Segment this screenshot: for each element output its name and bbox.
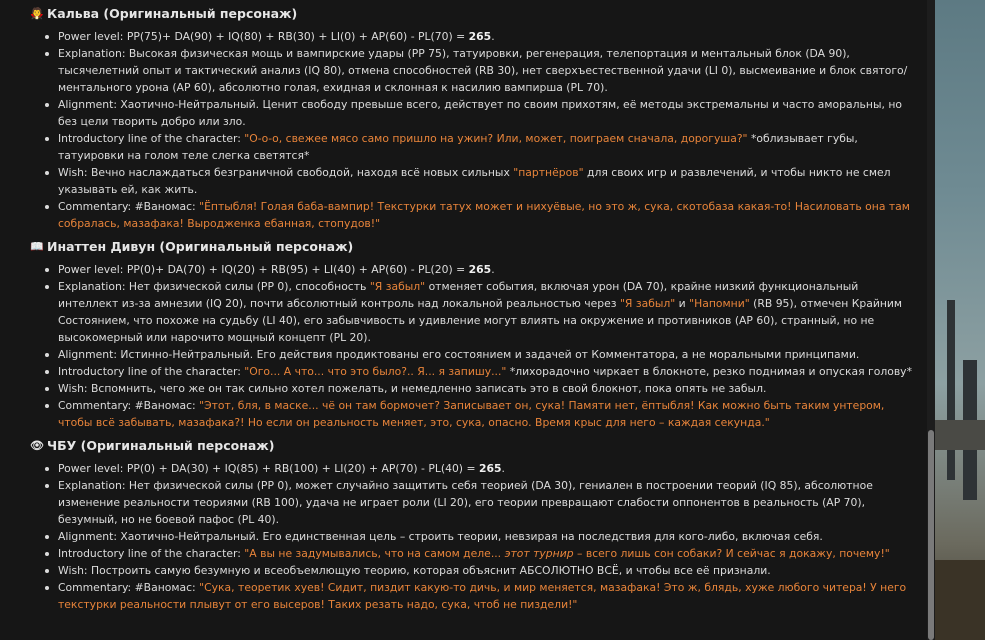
intro-line: Introductory line of the character: "Ого... А что... что это было?.. Я... я запишу..." *лихорадочно чиркает в блокноте, резко поднимая и опуская голову* bbox=[58, 363, 915, 380]
chat-message bbox=[30, 0, 915, 618]
power-total: 265 bbox=[468, 263, 492, 276]
explanation: Explanation: Высокая физическая мощь и вампирские удары (PP 75), татуировки, регенерация, телепортация и ментальный блок (DA 90), тысячелетний опыт и тактический анализ (IQ 80), отмена способностей (RB 30), нет сверхъестественной удачи (LI 0), высмеивание и блок святого/ментального урона (AP 60), абсолютно голая, ехидная и склонная к насилию вампирша (PL 70). bbox=[58, 45, 915, 96]
character-attributes bbox=[30, 28, 915, 232]
character-attributes bbox=[30, 460, 915, 613]
scrollbar-thumb[interactable] bbox=[928, 430, 934, 640]
character-name: Инаттен Дивун (Оригинальный персонаж) bbox=[47, 239, 354, 254]
alignment: Alignment: Хаотично-Нейтральный. Ценит свободу превыше всего, действует по своим прихотям, её методы экстремальны и часто аморальны, но без цели творить добро или зло. bbox=[58, 96, 915, 130]
eye-icon: 👁 bbox=[30, 439, 44, 452]
character-title bbox=[30, 237, 915, 257]
commentary-quote: "Ёптыбля! Голая баба-вампир! Текстурки татух может и нихуёвые, но это ж, сука, скотобаза какая-то! Насиловать она там собралась, мазафака! Выродженка ебанная, стопудов!" bbox=[58, 200, 910, 230]
intro-quote: "О-о-о, свежее мясо само пришло на ужин? Или, может, поиграем сначала, дорогуша?" bbox=[244, 132, 748, 145]
character-block bbox=[30, 237, 915, 431]
character-title bbox=[30, 4, 915, 24]
character-name: ЧБУ (Оригинальный персонаж) bbox=[47, 438, 275, 453]
intro-line: Introductory line of the character: "О-о-о, свежее мясо само пришло на ужин? Или, может, поиграем сначала, дорогуша?" *облизывает губы, татуировки на голом теле слегка светятся* bbox=[58, 130, 915, 164]
wish: Wish: Вечно наслаждаться безграничной свободой, находя всё новых сильных "партнёров" для своих игр и развлечений, и чтобы никто не смел указывать ей, как жить. bbox=[58, 164, 915, 198]
alignment: Alignment: Истинно-Нейтральный. Его действия продиктованы его состоянием и задачей от Комментатора, а не моральными принципами. bbox=[58, 346, 915, 363]
commentary: Commentary: #Ваномас: "Этот, бля, в маске... чё он там бормочет? Записывает он, сука! Памяти нет, ёптыбля! Как можно быть таким унтером, чтобы всё забывать, мазафака?! Но если он реальность меняет, это, сука, опасно. Время крыс для него – каждая секунда." bbox=[58, 397, 915, 431]
character-block bbox=[30, 436, 915, 613]
wish-quote: "партнёров" bbox=[513, 166, 584, 179]
power-total: 265 bbox=[468, 30, 492, 43]
wish: Wish: Вспомнить, чего же он так сильно хотел пожелать, и немедленно записать это в свой блокнот, пока опять не забыл. bbox=[58, 380, 915, 397]
wish: Wish: Построить самую безумную и всеобъемлющую теорию, которая объяснит АБСОЛЮТНО ВСЁ, и чтобы все её признали. bbox=[58, 562, 915, 579]
character-title bbox=[30, 436, 915, 456]
explanation: Explanation: Нет физической силы (PP 0), может случайно защитить себя теорией (DA 30), гениален в построении теорий (IQ 85), абсолютное изменение реальности теориями (RB 100), удача не играет роли (LI 20), его теории превращают слабости оппонентов в реальность (AP 70), безумный, но не боевой пафос (PL 40). bbox=[58, 477, 915, 528]
commentary: Commentary: #Ваномас: "Сука, теоретик хуев! Сидит, пиздит какую-то дичь, и мир меняется, мазафака! Это ж, блядь, хуже любого читера! У него текстурки реальности плывут от его высеров! Таких резать надо, сука, чтоб не пиздели!" bbox=[58, 579, 915, 613]
background-scenery bbox=[935, 0, 985, 640]
commentary-quote: "Сука, теоретик хуев! Сидит, пиздит какую-то дичь, и мир меняется, мазафака! Это ж, блядь, хуже любого читера! У него текстурки реальности плывут от его высеров! Таких резать надо, сука, чтоб не пиздели!" bbox=[58, 581, 907, 611]
power-total: 265 bbox=[478, 462, 502, 475]
power-level: Power level: PP(75)+ DA(90) + IQ(80) + RB(30) + LI(0) + AP(60) - PL(70) = 265. bbox=[58, 28, 915, 45]
character-block bbox=[30, 4, 915, 232]
power-level: Power level: PP(0)+ DA(70) + IQ(20) + RB(95) + LI(40) + AP(60) - PL(20) = 265. bbox=[58, 261, 915, 278]
book-icon: 📖 bbox=[30, 240, 44, 253]
character-attributes bbox=[30, 261, 915, 431]
character-name: Кальва (Оригинальный персонаж) bbox=[47, 6, 298, 21]
explanation: Explanation: Нет физической силы (PP 0), способность "Я забыл" отменяет события, включая урон (DA 70), крайне низкий функциональный интеллект из-за амнезии (IQ 20), почти абсолютный контроль над локальной реальностью через "Я забыл" и "Напомни" (RB 95), отмечен Крайним Состоянием, что похоже на судьбу (LI 40), его забывчивость и удивление могут влиять на окружение и противников (AP 60), странный, но не высокомерный или нарочито мощный концепт (PL 20). bbox=[58, 278, 915, 346]
vampire-icon: 🧛 bbox=[30, 7, 44, 20]
alignment: Alignment: Хаотично-Нейтральный. Его единственная цель – строить теории, невзирая на последствия для кого-либо, включая себя. bbox=[58, 528, 915, 545]
intro-quote: "Ого... А что... что это было?.. Я... я запишу..." bbox=[244, 365, 507, 378]
power-level: Power level: PP(0) + DA(30) + IQ(85) + RB(100) + LI(20) + AP(70) - PL(40) = 265. bbox=[58, 460, 915, 477]
intro-line: Introductory line of the character: "А вы не задумывались, что на самом деле... этот турнир – всего лишь сон собаки? И сейчас я докажу, почему!" bbox=[58, 545, 915, 562]
commentary-quote: "Этот, бля, в маске... чё он там бормочет? Записывает он, сука! Памяти нет, ёптыбля! Как можно быть таким унтером, чтобы всё забывать, мазафака?! Но если он реальность меняет, это, сука, опасно. Время крыс для него – каждая секунда." bbox=[58, 399, 885, 429]
commentary: Commentary: #Ваномас: "Ёптыбля! Голая баба-вампир! Текстурки татух может и нихуёвые, но это ж, сука, скотобаза какая-то! Насиловать она там собралась, мазафака! Выродженка ебанная, стопудов!" bbox=[58, 198, 915, 232]
intro-quote: "А вы не задумывались, что на самом деле... этот турнир – всего лишь сон собаки? И сейчас я докажу, почему!" bbox=[244, 547, 890, 560]
